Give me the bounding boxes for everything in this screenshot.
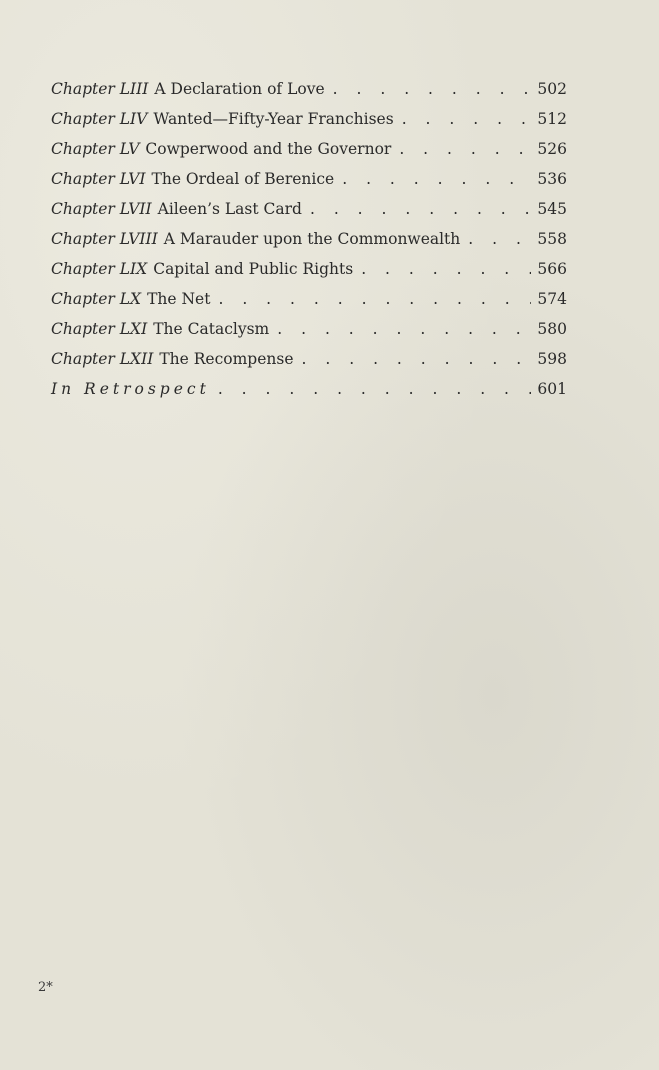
toc-entry [51,314,567,344]
page-number: 566 [537,260,567,278]
retrospect-title: In Retrospect [51,380,210,398]
toc-entry-retrospect [51,374,567,404]
page-number: 512 [537,110,567,128]
chapter-title: The Net [147,290,211,308]
chapter-label: Chapter LIV [51,110,148,128]
dot-leader [277,314,531,344]
dot-leader [402,104,531,134]
page-number: 502 [537,80,567,98]
chapter-label: Chapter LVI [51,170,146,188]
page-number: 598 [537,350,567,368]
page-number: 526 [537,140,567,158]
table-of-contents [51,74,567,404]
chapter-title: A Marauder upon the Commonwealth [163,230,461,248]
page-number: 558 [537,230,567,248]
chapter-label: Chapter LXII [51,350,154,368]
chapter-label: Chapter LIX [51,260,148,278]
chapter-label: Chapter LVIII [51,230,158,248]
dot-leader [302,344,531,374]
toc-entry [51,254,567,284]
toc-entry [51,284,567,314]
dot-leader [310,194,531,224]
chapter-title: The Recompense [159,350,294,368]
dot-leader [342,164,531,194]
dot-leader [218,374,531,404]
chapter-label: Chapter LV [51,140,140,158]
chapter-title: Aileen’s Last Card [157,200,302,218]
chapter-title: The Ordeal of Berenice [151,170,335,188]
chapter-label: Chapter LIII [51,80,149,98]
chapter-title: Wanted—Fifty-Year Franchises [153,110,394,128]
page-number: 536 [537,170,567,188]
dot-leader [399,134,531,164]
toc-entry [51,134,567,164]
toc-entry [51,104,567,134]
chapter-title: A Declaration of Love [154,80,325,98]
chapter-label: Chapter LX [51,290,142,308]
chapter-title: The Cataclysm [153,320,270,338]
chapter-title: Capital and Public Rights [153,260,354,278]
page-number: 601 [537,380,567,398]
dot-leader [468,224,531,254]
dot-leader [218,284,531,314]
toc-entry [51,344,567,374]
toc-entry [51,164,567,194]
chapter-title: Cowperwood and the Governor [145,140,392,158]
chapter-label: Chapter LVII [51,200,152,218]
toc-entry [51,74,567,104]
page-number: 545 [537,200,567,218]
signature-mark: 2* [38,980,53,995]
toc-entry [51,224,567,254]
toc-entry [51,194,567,224]
page-number: 580 [537,320,567,338]
dot-leader [333,74,531,104]
page-number: 574 [537,290,567,308]
chapter-label: Chapter LXI [51,320,148,338]
dot-leader [361,254,531,284]
